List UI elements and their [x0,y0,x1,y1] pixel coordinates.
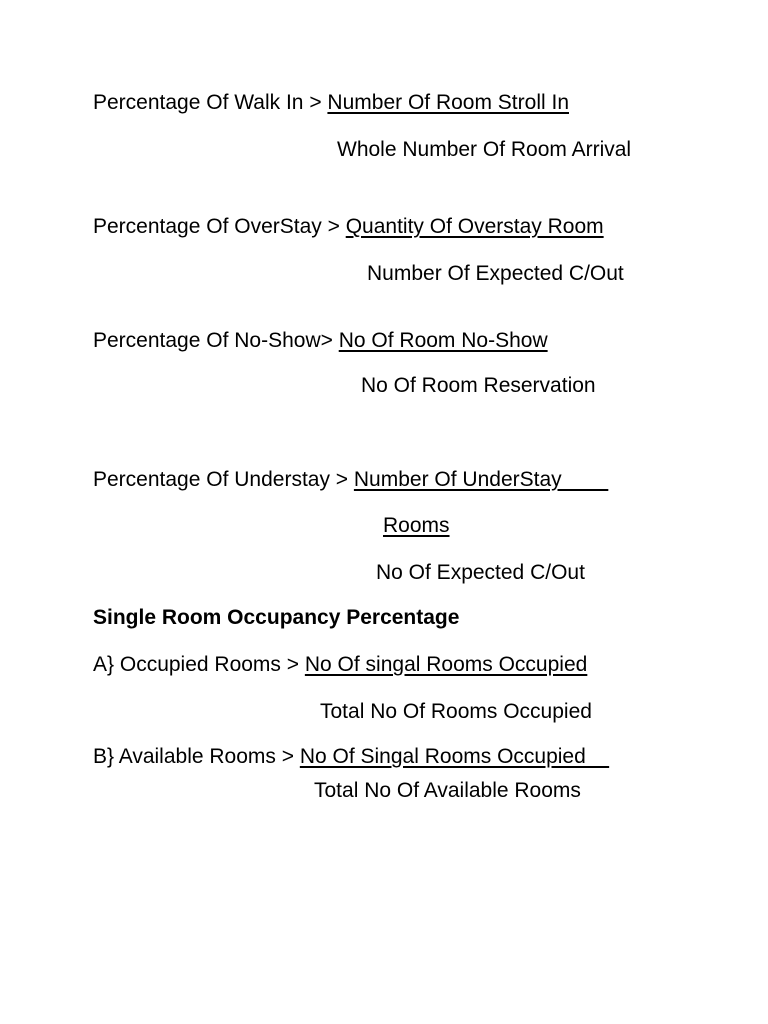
no-show-label: Percentage Of No-Show> [93,329,339,352]
overstay-numerator: Quantity Of Overstay Room [345,215,604,238]
understay-numerator: Number Of UnderStay [353,468,609,491]
walk-in-numerator: Number Of Room Stroll In [327,91,569,114]
understay-formula [93,467,608,493]
understay-denominator: No Of Expected C/Out [376,561,585,584]
no-show-numerator: No Of Room No-Show [338,329,548,352]
occupied-rooms-formula [93,652,587,678]
section-heading: Single Room Occupancy Percentage [93,606,460,629]
understay-numerator-cont: Rooms [383,514,450,537]
overstay-formula [93,214,604,240]
no-show-formula [93,328,548,354]
understay-label: Percentage Of Understay > [93,468,354,491]
walk-in-denominator: Whole Number Of Room Arrival [337,138,632,161]
available-rooms-numerator: No Of Singal Rooms Occupied [299,745,610,768]
occupied-rooms-label: A} Occupied Rooms > [93,653,305,676]
available-rooms-formula [93,744,609,770]
walk-in-formula [93,90,569,116]
occupied-rooms-numerator: No Of singal Rooms Occupied [304,653,588,676]
available-rooms-denominator: Total No Of Available Rooms [314,779,581,802]
overstay-denominator: Number Of Expected C/Out [367,262,624,285]
occupied-rooms-denominator: Total No Of Rooms Occupied [320,700,592,723]
overstay-label: Percentage Of OverStay > [93,215,346,238]
walk-in-label: Percentage Of Walk In > [93,91,328,114]
no-show-denominator: No Of Room Reservation [361,374,596,397]
available-rooms-label: B} Available Rooms > [93,745,300,768]
